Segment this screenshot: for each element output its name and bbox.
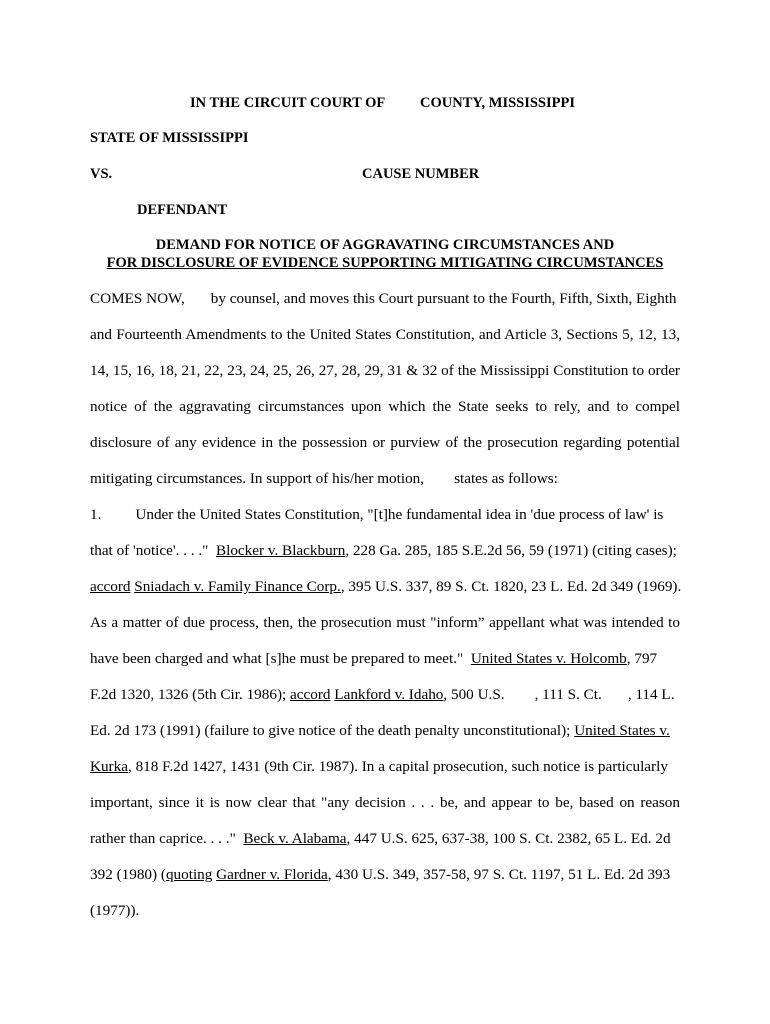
case-citation: Lankford v. Idaho: [334, 686, 444, 703]
body-text: mitigating circumstances. In support of his/her motion,: [90, 470, 425, 487]
body-text: by counsel, and moves this Court pursuant to the Fourth, Fifth, Sixth, Eighth: [210, 290, 677, 307]
versus-label: VS.: [90, 166, 113, 182]
body-text: , 818 F.2d 1427, 1431 (9th Cir. 1987). In a capital prosecution, such notice is particularly: [127, 758, 668, 775]
body-line-3: 14, 15, 16, 18, 21, 22, 23, 24, 25, 26, 27, 28, 29, 31 & 32 of the Mississippi Constitution to order: [90, 362, 680, 379]
body-text: states as follows:: [454, 470, 558, 487]
case-citation: Blocker v. Blackburn: [215, 542, 346, 559]
case-citation: United States v. Holcomb: [470, 650, 627, 667]
body-text: , 228 Ga. 285, 185 S.E.2d 56, 59 (1971) (citing cases);: [345, 542, 677, 559]
body-line-16: [90, 830, 680, 848]
body-text: , 797: [626, 650, 658, 667]
document-title-line-2: FOR DISCLOSURE OF EVIDENCE SUPPORTING MITIGATING CIRCUMSTANCES: [106, 255, 664, 271]
comes-now-text: COMES NOW,: [90, 290, 185, 307]
body-text: have been charged and what [s]he must be prepared to meet.": [90, 650, 464, 667]
case-citation: United States v.: [574, 722, 670, 739]
body-text: 392 (1980) (: [90, 866, 166, 883]
case-citation: Kurka: [90, 758, 128, 775]
body-line-12: [90, 686, 680, 704]
body-line-6: [90, 470, 680, 488]
body-line-5: disclosure of any evidence in the possession or purview of the prosecution regarding potential: [90, 434, 680, 451]
body-line-15: important, since it is now clear that "any decision . . . be, and appear to be, based on reason: [90, 794, 680, 811]
body-line-17: [90, 866, 680, 884]
body-text: rather than caprice. . . .": [90, 830, 236, 847]
body-text: , 114 L.: [627, 686, 675, 703]
body-line-4: notice of the aggravating circumstances upon which the State seeks to rely, and to compel: [90, 398, 680, 415]
body-text: , 500 U.S.: [443, 686, 505, 703]
body-text: Under the United States Constitution, "[t]he fundamental idea in 'due process of law' is: [135, 506, 664, 523]
case-citation: Gardner v. Florida: [216, 866, 328, 883]
body-text: , 395 U.S. 337, 89 S. Ct. 1820, 23 L. Ed. 2d 349 (1969).: [340, 578, 682, 595]
body-line-10: As a matter of due process, then, the prosecution must "inform” appellant what was intended to: [90, 614, 680, 631]
signal-accord: accord: [90, 578, 131, 595]
body-line-2: and Fourteenth Amendments to the United States Constitution, and Article 3, Sections 5, 12, 13,: [90, 326, 680, 343]
body-text: that of 'notice'. . . .": [90, 542, 209, 559]
body-line-8: [90, 542, 680, 560]
body-text: F.2d 1320, 1326 (5th Cir. 1986);: [90, 686, 287, 703]
cause-number-label: CAUSE NUMBER: [362, 166, 480, 182]
court-caption-left: IN THE CIRCUIT COURT OF: [190, 95, 386, 111]
defendant-label: DEFENDANT: [137, 202, 228, 218]
body-line-14: [90, 758, 680, 776]
body-text: Ed. 2d 173 (1991) (failure to give notice of the death penalty unconstitutional);: [90, 722, 571, 739]
body-text: , 447 U.S. 625, 637-38, 100 S. Ct. 2382, 65 L. Ed. 2d: [346, 830, 671, 847]
signal-accord: accord: [290, 686, 331, 703]
court-caption-right: COUNTY, MISSISSIPPI: [420, 95, 575, 111]
body-line-13: [90, 722, 680, 740]
body-line-11: [90, 650, 680, 668]
document-title-line-1: DEMAND FOR NOTICE OF AGGRAVATING CIRCUMSTANCES AND: [155, 237, 615, 253]
body-line-9: [90, 578, 680, 596]
plaintiff-name: STATE OF MISSISSIPPI: [90, 130, 249, 146]
body-text: , 111 S. Ct.: [534, 686, 602, 703]
signal-quoting: quoting: [165, 866, 213, 883]
paragraph-number: 1.: [90, 506, 102, 523]
body-line-7: [90, 506, 680, 524]
case-citation: Beck v. Alabama: [243, 830, 347, 847]
body-line-18: (1977)).: [90, 902, 140, 919]
body-line-1: [90, 290, 680, 308]
body-text: , 430 U.S. 349, 357-58, 97 S. Ct. 1197, 51 L. Ed. 2d 393: [327, 866, 671, 883]
case-citation: Sniadach v. Family Finance Corp.: [134, 578, 341, 595]
